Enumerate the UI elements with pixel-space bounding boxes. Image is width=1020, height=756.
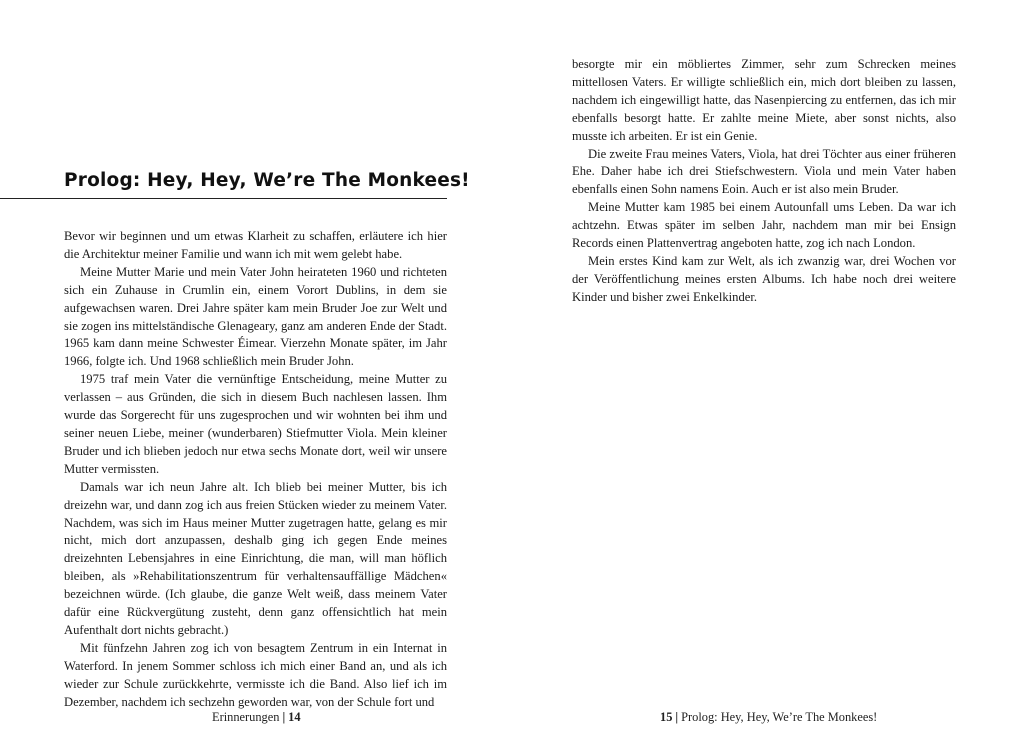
footer-separator: |: [675, 710, 679, 724]
paragraph: Mein erstes Kind kam zur Welt, als ich zwanzig war, drei Wochen vor der Veröffentlichung meines ersten Albums. Ich habe noch drei weitere Kinder und bisher zwei Enkelkinder.: [572, 253, 956, 304]
page-number: 15: [660, 710, 673, 724]
right-page: [510, 0, 1020, 756]
footer-book-title: Erinnerungen: [212, 710, 280, 724]
title-underline: [0, 198, 447, 199]
footer-chapter-title: Prolog: Hey, Hey, We’re The Monkees!: [681, 710, 878, 724]
right-body-text: [572, 56, 956, 307]
paragraph: Meine Mutter kam 1985 bei einem Autounfall ums Leben. Da war ich achtzehn. Etwas später im selben Jahr, nachdem man mir bei Ensign Records einen Plattenvertrag angeboten hatte, zog ich nach London.: [572, 200, 956, 251]
paragraph: Mit fünfzehn Jahren zog ich von besagtem Zentrum in ein Internat in Waterford. In jenem Sommer schloss ich mich einer Band an, und als ich wieder zur Schule zurückkehrte, vermisste ich die Band. Also lief ich im Dezember, nachdem ich sechzehn geworden war, von der Schule fort und: [64, 640, 447, 709]
paragraph: Die zweite Frau meines Vaters, Viola, hat drei Töchter aus einer früheren Ehe. Daher habe ich drei Stiefschwestern. Viola und mein Vater haben ebenfalls einen Sohn namens Eoin. Auch er ist also mein Bruder.: [572, 146, 956, 197]
right-running-footer: [660, 710, 877, 725]
left-running-footer: [212, 710, 301, 725]
chapter-title: Prolog: Hey, Hey, We’re The Monkees!: [64, 170, 470, 191]
left-body-text: [64, 228, 447, 711]
paragraph: 1975 traf mein Vater die vernünftige Entscheidung, meine Mutter zu verlassen – aus Gründen, die sich in diesem Buch nachlesen lassen. Ihm wurde das Sorgerecht für uns zugesprochen und wir wohnten bei ihm und seiner neuen Liebe, meiner (wunderbaren) Stiefmutter Viola. Mein kleiner Bruder und ich blieben jedoch nur etwa sechs Monate dort, weil wir unsere Mutter vermissten.: [64, 372, 447, 476]
paragraph: Meine Mutter Marie und mein Vater John heirateten 1960 und richteten sich ein Zuhause in Crumlin ein, einem Vorort Dublins, in dem sie aufgewachsen waren. Drei Jahre später kam mein Bruder Joe zur Welt und sie zogen ins mittelständische Glenageary, ganz am anderen Ende der Stadt. 1965 kam dann meine Schwester Éimear. Vierzehn Monate später, im Jahr 1966, folgte ich. Und 1968 schließlich mein Bruder John.: [64, 264, 447, 369]
footer-separator: |: [282, 710, 286, 724]
paragraph: besorgte mir ein möbliertes Zimmer, sehr zum Schrecken meines mittellosen Vaters. Er willigte schließlich ein, mich dort bleiben zu lassen, nachdem ich eingewilligt hatte, das Nasenpiercing zu entfernen, das ich mir ebenfalls besorgt hatte. Er zahlte meine Miete, aber sonst nichts, also musste ich arbeiten. Er ist ein Genie.: [572, 57, 956, 143]
paragraph: Damals war ich neun Jahre alt. Ich blieb bei meiner Mutter, bis ich dreizehn war, und dann zog ich aus freien Stücken wieder zu meinem Vater. Nachdem, was sich im Haus meiner Mutter zugetragen hatte, gelang es mir nicht, mich dort anzupassen, deshalb ging ich gegen Ende meines dreizehnten Lebensjahres in eine Einrichtung, die man, will man höflich bleiben, als »Rehabilitationszentrum für verhaltensauffällige Mädchen« bezeichnen würde. (Ich glaube, die ganze Welt weiß, dass meinem Vater dafür eine Rückvergütung zusteht, denn ganz offensichtlich hat mein Aufenthalt dort nichts gebracht.): [64, 479, 447, 637]
paragraph: Bevor wir beginnen und um etwas Klarheit zu schaffen, erläutere ich hier die Architektur meiner Familie und wann ich mit wem gelebt habe.: [64, 229, 447, 261]
page-number: 14: [288, 710, 301, 724]
